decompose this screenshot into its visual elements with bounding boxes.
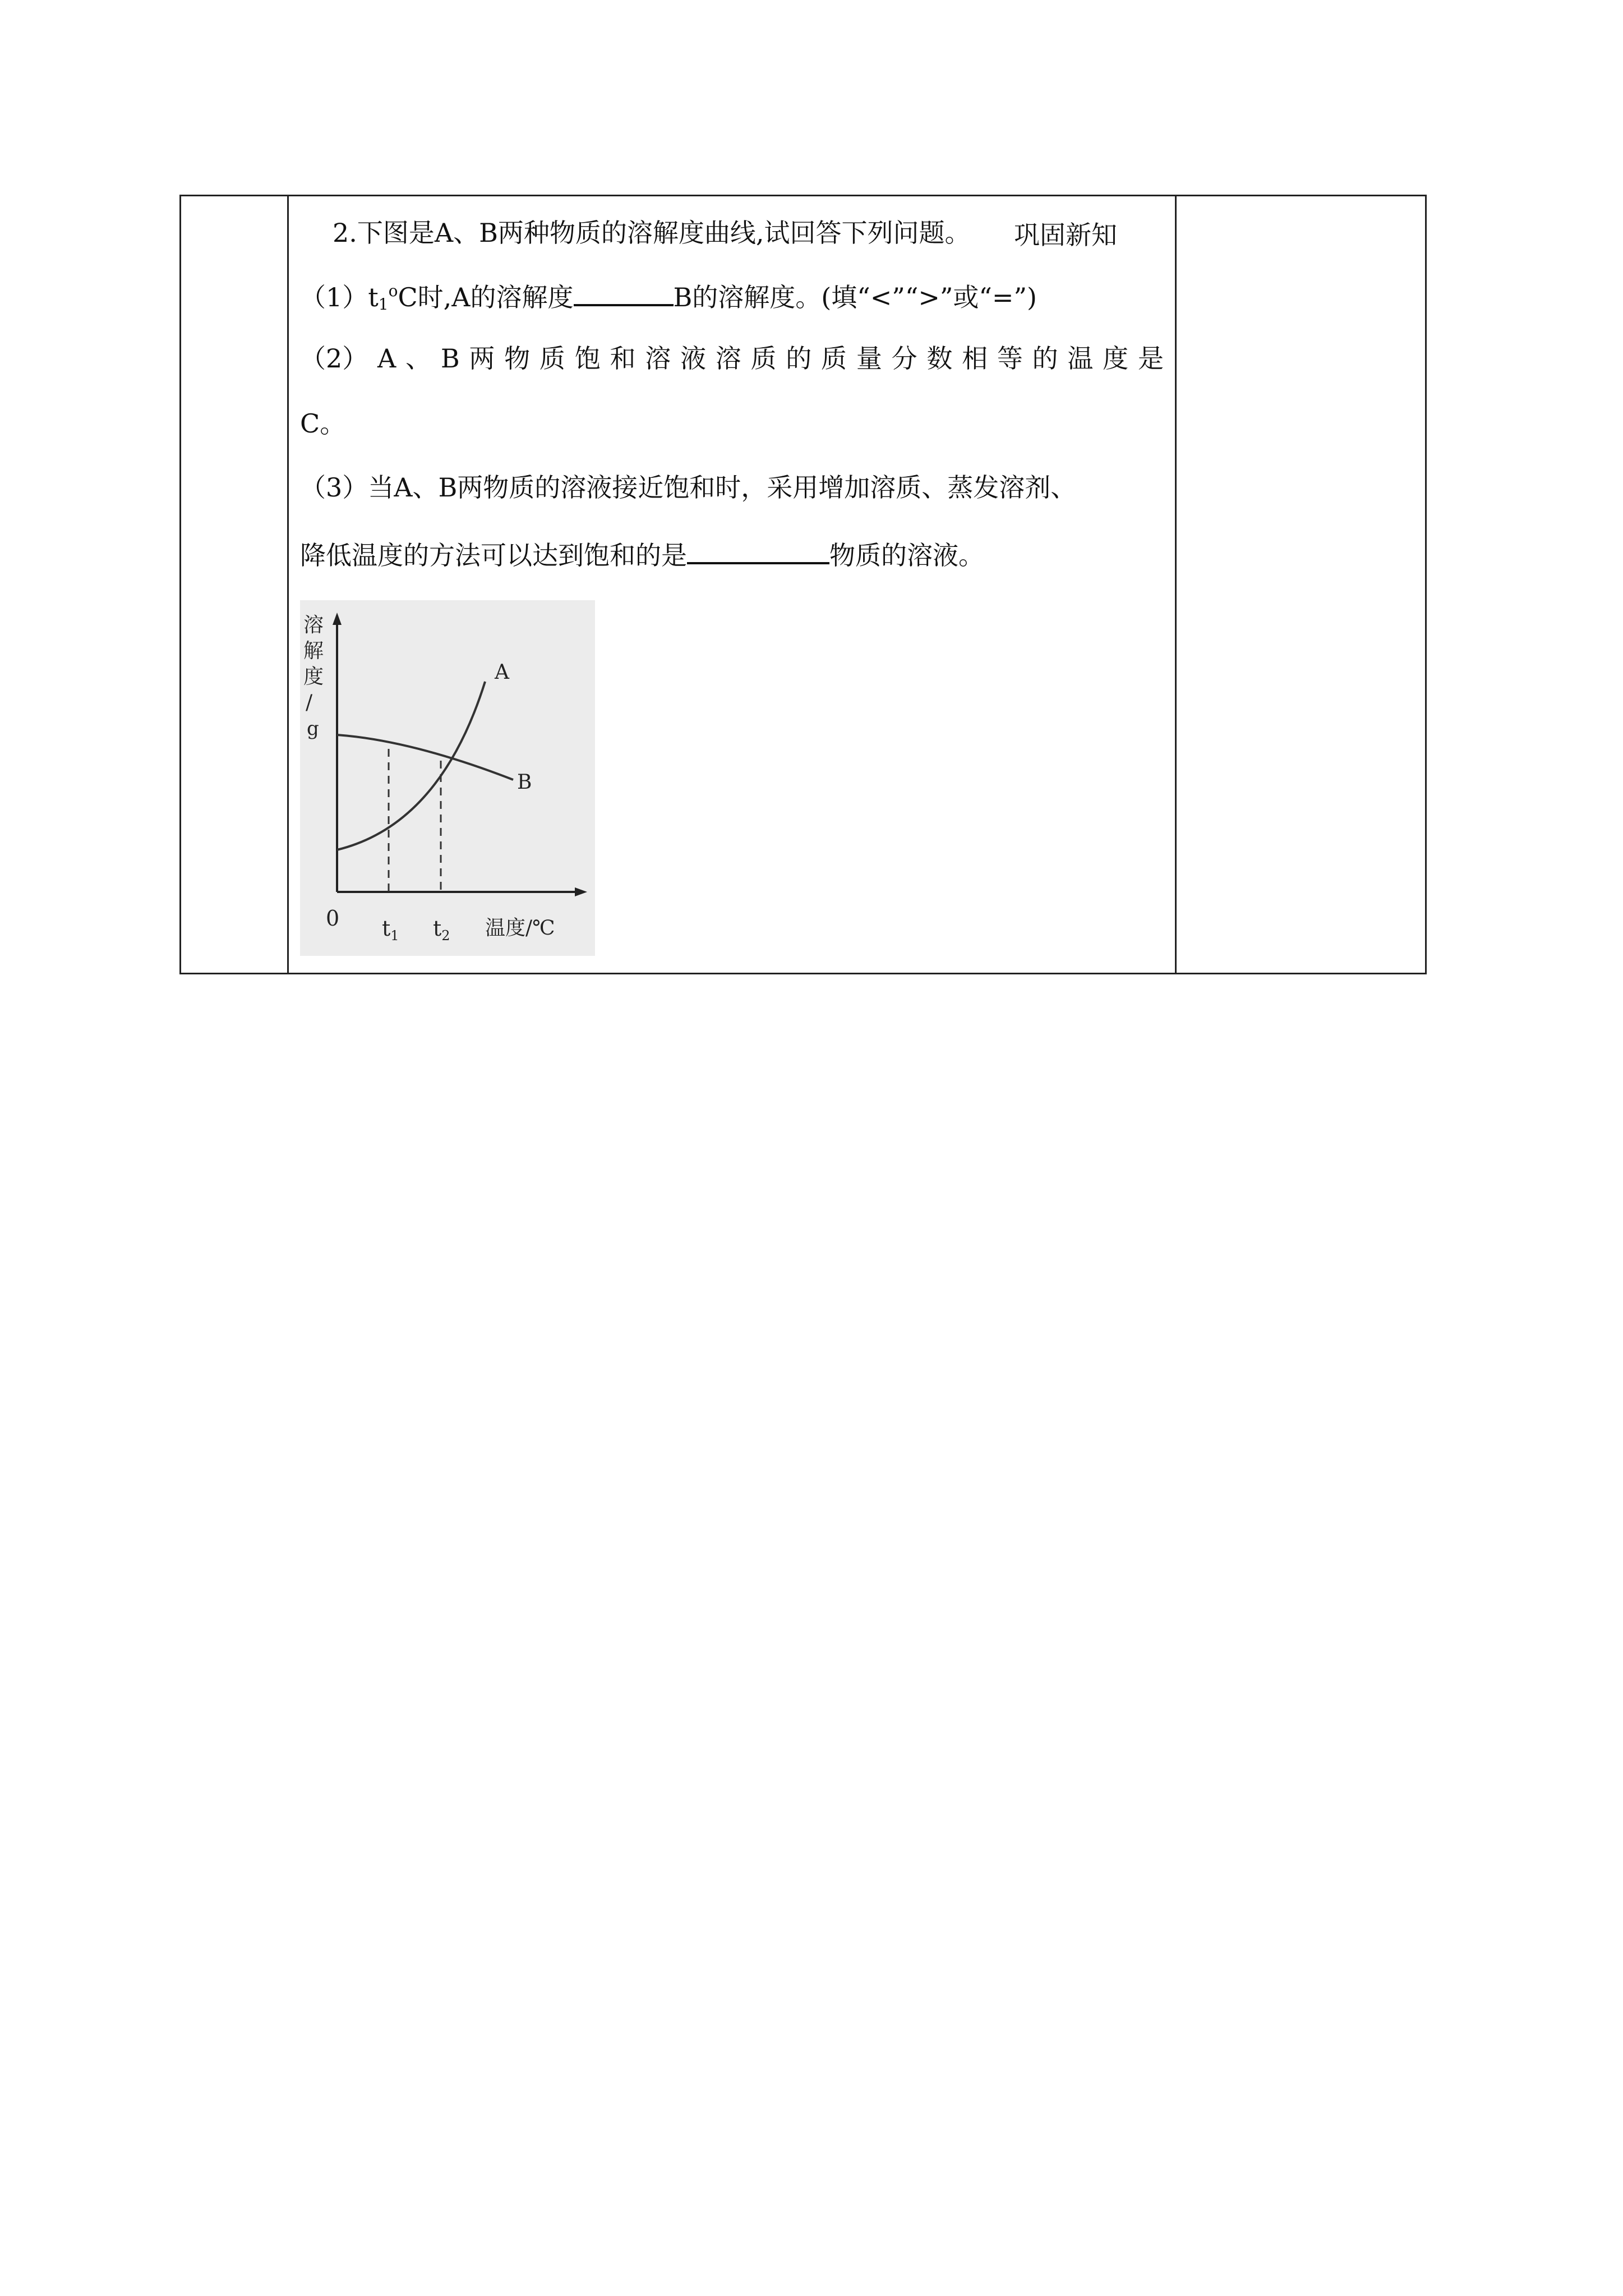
q2-char: 和 [610,343,636,374]
q2-char: 溶 [715,343,741,374]
q2-char: 液 [680,343,706,374]
y-label-char: 解 [303,639,324,662]
q2-char: 分 [891,343,917,374]
y-axis-arrow-icon [333,613,342,625]
answer-blank-1[interactable] [574,282,674,306]
tick-label-t2: $t_2$ [433,916,450,944]
question-3-line-1: （3）当A、B两物质的溶液接近饱和时，采用增加溶质、蒸发溶剂、 [300,472,1077,503]
q2-char: A [377,343,396,374]
q2-char: 物 [504,343,531,374]
section-note: 巩固新知 [1014,220,1117,250]
answer-blank-3[interactable] [687,540,829,564]
q2-char: B [440,343,460,374]
q2-char: 度 [1103,343,1129,374]
curve-label-b: B [517,771,532,794]
q2-char: 饱 [574,343,601,374]
q2-char: 相 [962,343,988,374]
q2-char: 的 [786,343,812,374]
origin-label: 0 [326,906,340,931]
question-intro: 2.下图是A、B两种物质的溶解度曲线,试回答下列问题。 [333,218,971,248]
solubility-curve-figure [300,600,595,956]
y-label-char: 溶 [303,614,324,637]
q2-char: 的 [1032,343,1058,374]
curve-a [337,682,485,850]
q2-char: 质 [539,343,565,374]
q2-char: 等 [997,343,1023,374]
q2-char: 、 [405,343,432,374]
solubility-chart [300,600,595,956]
table-divider-right [1175,196,1177,973]
y-label-char: / [306,691,313,714]
question-1: $(1)t_1^oC$时,A的溶解度 B的溶解度。(填“<”“>”或“=”) [300,282,1037,314]
question-2-line-1 [300,343,1164,374]
curve-b [337,735,513,780]
question-3-line-2: 降低温度的方法可以达到饱和的是 物质的溶液。 [300,540,984,570]
q2-char: 量 [856,343,882,374]
q2-char: 是 [1137,343,1164,374]
question-2-line-2: C。 [300,408,346,439]
y-label-char: g [307,717,319,740]
tick-label-t1: $t_1$ [382,916,399,944]
q2-char: 温 [1067,343,1094,374]
q2-char: （2） [300,343,368,374]
q2-char: 数 [926,343,953,374]
curve-label-a: A [495,661,509,684]
y-label-char: 度 [303,665,324,688]
x-axis-label: 温度/℃ [485,917,555,940]
q2-char: 溶 [645,343,671,374]
q2-char: 质 [750,343,777,374]
q2-char: 质 [821,343,847,374]
q2-char: 两 [469,343,495,374]
x-axis-arrow-icon [575,887,587,896]
